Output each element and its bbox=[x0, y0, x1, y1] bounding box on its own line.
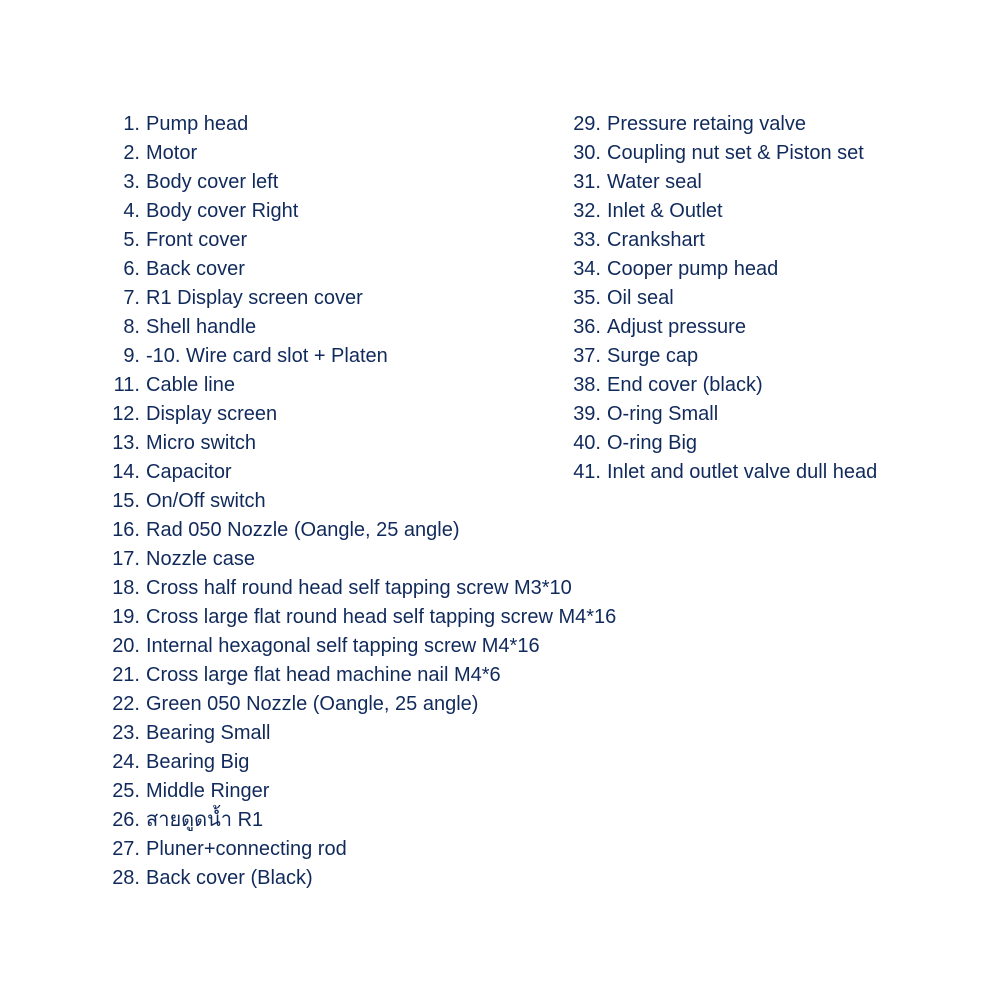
part-label: Pressure retaing valve bbox=[607, 113, 806, 135]
part-label: Bearing Small bbox=[146, 722, 271, 744]
part-item bbox=[571, 342, 877, 371]
part-item bbox=[110, 284, 616, 313]
part-label: Motor bbox=[146, 142, 198, 164]
part-item bbox=[110, 864, 616, 893]
part-label: Cross large flat round head self tapping screw M4*16 bbox=[146, 606, 617, 628]
part-number: 37. bbox=[573, 345, 601, 367]
part-item bbox=[110, 806, 616, 835]
part-item bbox=[571, 197, 877, 226]
part-label: Coupling nut set & Piston set bbox=[607, 142, 864, 164]
part-number: 9. bbox=[123, 345, 140, 367]
part-number: 19. bbox=[112, 606, 140, 628]
part-number: 26. bbox=[112, 809, 140, 831]
part-label: Middle Ringer bbox=[146, 780, 270, 802]
part-label: Water seal bbox=[607, 171, 702, 193]
part-label: O-ring Big bbox=[607, 432, 698, 454]
part-item bbox=[571, 458, 877, 487]
part-number: 30. bbox=[573, 142, 601, 164]
part-item bbox=[110, 400, 616, 429]
part-label: -10. Wire card slot + Platen bbox=[146, 345, 388, 367]
part-label: Body cover Right bbox=[146, 200, 299, 222]
part-item bbox=[110, 255, 616, 284]
part-number: 34. bbox=[573, 258, 601, 280]
part-number: 17. bbox=[112, 548, 140, 570]
part-label: Shell handle bbox=[146, 316, 257, 338]
part-number: 28. bbox=[112, 867, 140, 889]
parts-list-right bbox=[571, 110, 877, 487]
part-label: Rad 050 Nozzle (Oangle, 25 angle) bbox=[146, 519, 460, 541]
part-number: 21. bbox=[112, 664, 140, 686]
part-number: 25. bbox=[112, 780, 140, 802]
part-number: 20. bbox=[112, 635, 140, 657]
part-item bbox=[110, 371, 616, 400]
part-label: Cross half round head self tapping screw M3*10 bbox=[146, 577, 572, 599]
part-label: สายดูดน้ำ R1 bbox=[146, 809, 264, 831]
part-item bbox=[110, 487, 616, 516]
part-number: 41. bbox=[573, 461, 601, 483]
part-number: 5. bbox=[123, 229, 140, 251]
part-number: 38. bbox=[573, 374, 601, 396]
part-label: Oil seal bbox=[607, 287, 674, 309]
part-item bbox=[110, 458, 616, 487]
part-number: 18. bbox=[112, 577, 140, 599]
part-number: 24. bbox=[112, 751, 140, 773]
part-item bbox=[110, 835, 616, 864]
part-item bbox=[571, 168, 877, 197]
part-label: Back cover bbox=[146, 258, 245, 280]
part-number: 13. bbox=[112, 432, 140, 454]
part-label: R1 Display screen cover bbox=[146, 287, 363, 309]
part-number: 12. bbox=[112, 403, 140, 425]
part-item bbox=[571, 313, 877, 342]
part-item bbox=[110, 168, 616, 197]
part-item bbox=[110, 661, 616, 690]
parts-list-left bbox=[110, 110, 616, 893]
part-item bbox=[571, 400, 877, 429]
part-number: 27. bbox=[112, 838, 140, 860]
part-number: 15. bbox=[112, 490, 140, 512]
part-item bbox=[110, 429, 616, 458]
part-item bbox=[110, 719, 616, 748]
part-number: 22. bbox=[112, 693, 140, 715]
part-label: On/Off switch bbox=[146, 490, 266, 512]
part-label: Nozzle case bbox=[146, 548, 255, 570]
part-number: 40. bbox=[573, 432, 601, 454]
part-label: Adjust pressure bbox=[607, 316, 746, 338]
part-item bbox=[110, 226, 616, 255]
part-item bbox=[571, 429, 877, 458]
part-number: 29. bbox=[573, 113, 601, 135]
part-item bbox=[571, 255, 877, 284]
part-number: 11. bbox=[113, 374, 140, 396]
part-number: 36. bbox=[573, 316, 601, 338]
part-item bbox=[571, 139, 877, 168]
part-item bbox=[110, 516, 616, 545]
part-number: 39. bbox=[573, 403, 601, 425]
part-label: Pluner+connecting rod bbox=[146, 838, 347, 860]
part-item bbox=[110, 342, 616, 371]
part-label: Cross large flat head machine nail M4*6 bbox=[146, 664, 501, 686]
part-item bbox=[110, 139, 616, 168]
part-item bbox=[110, 110, 616, 139]
part-item bbox=[110, 545, 616, 574]
part-label: Internal hexagonal self tapping screw M4*16 bbox=[146, 635, 540, 657]
part-item bbox=[571, 371, 877, 400]
part-label: Capacitor bbox=[146, 461, 232, 483]
part-number: 33. bbox=[573, 229, 601, 251]
part-label: Inlet & Outlet bbox=[607, 200, 723, 222]
part-label: Surge cap bbox=[607, 345, 699, 367]
part-label: Cooper pump head bbox=[607, 258, 779, 280]
part-item bbox=[110, 603, 616, 632]
part-number: 23. bbox=[112, 722, 140, 744]
part-item bbox=[571, 226, 877, 255]
part-label: Cable line bbox=[146, 374, 235, 396]
part-number: 2. bbox=[123, 142, 140, 164]
part-label: End cover (black) bbox=[607, 374, 763, 396]
part-item bbox=[110, 748, 616, 777]
part-item bbox=[110, 777, 616, 806]
part-number: 31. bbox=[573, 171, 601, 193]
part-number: 7. bbox=[123, 287, 140, 309]
part-item bbox=[110, 197, 616, 226]
part-item bbox=[110, 313, 616, 342]
part-number: 4. bbox=[123, 200, 140, 222]
part-label: Bearing Big bbox=[146, 751, 250, 773]
part-label: Micro switch bbox=[146, 432, 257, 454]
part-number: 3. bbox=[123, 171, 140, 193]
part-item bbox=[110, 574, 616, 603]
part-number: 6. bbox=[123, 258, 140, 280]
part-label: O-ring Small bbox=[607, 403, 719, 425]
part-number: 8. bbox=[123, 316, 140, 338]
part-item bbox=[110, 632, 616, 661]
part-number: 16. bbox=[112, 519, 140, 541]
part-label: Front cover bbox=[146, 229, 248, 251]
part-label: Green 050 Nozzle (Oangle, 25 angle) bbox=[146, 693, 479, 715]
part-item bbox=[571, 284, 877, 313]
part-label: Body cover left bbox=[146, 171, 279, 193]
part-number: 14. bbox=[112, 461, 140, 483]
part-item bbox=[110, 690, 616, 719]
part-label: Display screen bbox=[146, 403, 278, 425]
part-label: Back cover (Black) bbox=[146, 867, 313, 889]
part-label: Inlet and outlet valve dull head bbox=[607, 461, 878, 483]
part-label: Pump head bbox=[146, 113, 249, 135]
part-number: 1. bbox=[123, 113, 140, 135]
part-number: 35. bbox=[573, 287, 601, 309]
part-number: 32. bbox=[573, 200, 601, 222]
part-label: Crankshart bbox=[607, 229, 705, 251]
part-item bbox=[571, 110, 877, 139]
